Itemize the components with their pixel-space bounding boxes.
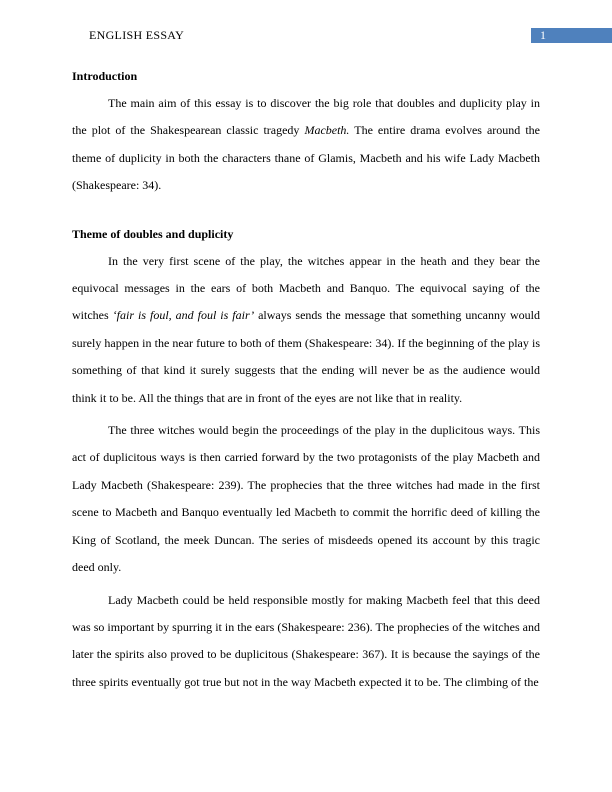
section-heading-theme: Theme of doubles and duplicity [72,226,234,241]
theme-paragraph-3: Lady Macbeth could be held responsible mostly for making Macbeth feel that this deed was so important by spurring it in the ears (Shakespeare: 236). The prophecies of the witches and later the spirits also proved to be duplicitous (Shakespeare: 367). It is because the sayings of the three spirits eventually got true but not in the way Macbeth expected it to be. The climbing of the [72,592,540,689]
intro-text-title: Macbeth. [304,123,350,138]
section-heading-introduction: Introduction [72,69,138,83]
page-number: 1 [540,28,546,42]
theme-paragraph-2: The three witches would begin the proceedings of the play in the duplicitous ways. This act of duplicitous ways is then carried forward by the two protagonists of the play Macbeth and Lady Macbeth (Shakespeare: 239). The prophecies that the three witches had made in the first scene to Macbeth and Banquo eventually led Macbeth to commit the horrific deed of killing the King of Scotland, the meek Duncan. The series of misdeeds opened its account by this tragic deed only. [72,423,540,575]
intro-text-c: The entire drama evolves around the theme of duplicity in both the characters thane of Glamis, Macbeth and his wife Lady Macbeth (Shakespeare: 34). [72,123,540,193]
theme-p1-quote: ‘fair is foul, and foul is fair’ [112,308,255,323]
essay-body [72,62,540,696]
theme-p1-text-c: always sends the message that something uncanny would surely happen in the near future to both of them (Shakespeare: 34). If the beginning of the play is something of that kind it surely suggests that the ending will never be as the audience would think it to be. All the things that are in front of the eyes are not like that in reality. [72,308,540,405]
intro-paragraph [72,90,540,200]
theme-paragraph-1 [72,248,540,412]
running-header-title: ENGLISH ESSAY [89,28,185,42]
theme-p1-text-a: In the very first scene of the play, the witches appear in the heath and they bear the equivocal messages in the ears of both Macbeth and Banquo. The equivocal saying of the witches [72,253,540,323]
intro-text-a: The main aim of this essay is to discover the big role that doubles and duplicity play in the plot of the Shakespearean classic tragedy [72,96,540,138]
page-number-badge [531,28,612,43]
